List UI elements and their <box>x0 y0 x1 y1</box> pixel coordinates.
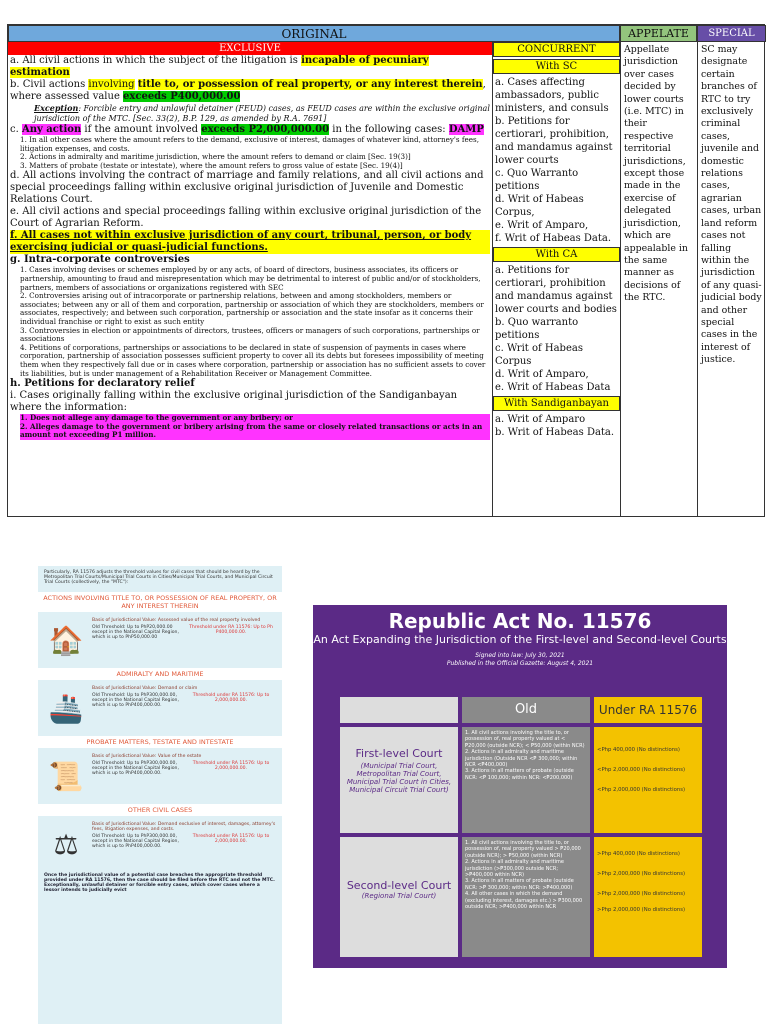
special-column: SC may designate certain branches of RTC to try exclusively criminal cases, juvenile and domestic relations cases, agrarian cases, urban land reform cases not falling within the jurisdiction of any quasi-judicial body and other special cases in the interest of justice. <box>697 42 766 516</box>
exception-label: Exception <box>34 103 79 113</box>
item-c1: 1. In all other cases where the amount refers to the demand, exclusive of interest, damages of whatever kind, attorney's fees, litigation expenses, and costs. <box>20 135 480 153</box>
s3-new: Threshold under RA 11576: Up to 2,000,000.00. <box>192 761 270 771</box>
s1-basis: Basis of Jurisdictional Value: Assessed value of the real property involved <box>92 618 261 623</box>
sc-items: a. Cases affecting ambassadors, public ministers, and consuls b. Petitions for certiorari, prohibition, and mandamus against lower courts c. Quo Warranto petitions d. Writ of Habeas Corpus, e. Writ of Amparo, f. Writ of Habeas Data. <box>495 77 613 244</box>
r1-new3: <Php 2,000,000 (No distinctions) <box>597 787 686 793</box>
section-admiralty: ADMIRALTY AND MARITIME <box>38 668 282 680</box>
exception <box>10 103 490 124</box>
jurisdiction-table <box>7 24 765 517</box>
ca-items: a. Petitions for certiorari, prohibition and mandamus against lower courts and bodies b. Quo warranto petitions c. Writ of Habeas Corpus d. Writ of Amparo, e. Writ of Habeas Data <box>495 265 617 393</box>
item-i: i. Cases originally falling within the exclusive original jurisdiction of the Sandiganbayan where the information: <box>10 390 458 414</box>
item-b-hl1: involving <box>88 79 135 90</box>
item-i2: 2. Alleges damage to the government or bribery arising from the same or closely related transactions or acts in an amount not exceeding P1 million. <box>20 423 490 440</box>
item-i1: 1. Does not allege any damage to the government or any bribery; or <box>20 414 490 423</box>
item-h: h. Petitions for declaratory relief <box>10 378 195 390</box>
r2-new2: >Php 2,000,000 (No distinctions) <box>597 871 686 877</box>
item-b-text2: , where assessed value <box>10 79 486 102</box>
first-level-old: 1. All civil actions involving the title to, or possession of, real property valued at < ₱20,000 (outside NCR); < ₱50,000 (within NCR) 2. Actions in all admiralty and maritime jurisdiction (Outside NCR <₱ 300,000; within NCR <₱400,000) 3. Actions in all matters of probate (outside NCR: <₱ 100,000; within NCR: <₱200,000) <box>462 727 590 833</box>
item-b-text: b. Civil actions <box>10 79 89 90</box>
s2-new: Threshold under RA 11576: Up to 2,000,000.00. <box>192 693 270 703</box>
s3-basis: Basis of Jurisdictional Value: Value of the estate <box>92 754 202 759</box>
appelate-column: Appellate jurisdiction over cases decided by lower courts (i.e. MTC) in their respective territorial jurisdictions, except those made in the exercise of delegated jurisdiction, which are appealable in the same manner as decisions of the RTC. <box>620 42 697 516</box>
item-d: d. All actions involving the contract of marriage and family relations, and all civil actions and special proceedings falling within exclusive original jurisdiction of Juvenile and Domestic Relations Court. <box>10 170 484 206</box>
item-c-hl1: Any action <box>21 124 82 135</box>
section-real-property: ACTIONS INVOLVING TITLE TO, OR POSSESSION OF REAL PROPERTY, OR ANY INTEREST THEREIN <box>38 592 282 612</box>
s4-basis: Basis of Jurisdictional Value: Demand exclusive of interest, damages, attorney's fees, litigation expenses, and costs. <box>92 822 276 832</box>
ra-title: Republic Act No. 11576 <box>388 609 652 633</box>
info-footer: Once the jurisdictional value of a potential case breaches the appropriate threshold provided under RA 11576, then the case should be filed before the RTC and not the MTC. Exceptionally, unlawful detainer or forcible entry cases, which cover cases where a lessor intends to judicially evict <box>44 873 275 893</box>
header-appelate: APPELATE <box>620 25 697 42</box>
r2-new4: >Php 2,000,000 (No distinctions) <box>597 907 686 913</box>
first-level-cell <box>340 727 458 833</box>
exception-text: : Forcible entry and unlawful detainer (FEUD) cases, as FEUD cases are within the exclusive original jurisdiction of the MTC. [Sec. 33(2), B.P. 129, as amended by R.A. 7691] <box>34 104 490 123</box>
r1-new1: <Php 400,000 (No distinctions) <box>597 747 680 753</box>
r1-new2: <Php 2,000,000 (No distinctions) <box>597 767 686 773</box>
ship-icon: 🚢 <box>48 691 84 725</box>
s4-old: Old Threshold: Up to PhP300,000.00, except in the National Capital Region, which is up to PhP400,000.00. <box>92 834 179 849</box>
section-other-civil: OTHER CIVIL CASES <box>38 804 282 816</box>
scroll-icon: 📜 <box>48 759 84 793</box>
item-c3: 3. Matters of probate (testate or intestate), where the amount refers to gross value of estate [Sec. 19(4)] <box>20 160 403 170</box>
ra-subtitle: An Act Expanding the Jurisdiction of the First-level and Second-level Courts <box>313 633 727 646</box>
s1-new: Threshold under RA 11576: Up to Ph P400,000.00. <box>189 625 273 635</box>
sb-items: a. Writ of Amparo b. Writ of Habeas Data. <box>495 414 615 438</box>
house-icon: 🏠 <box>48 623 84 657</box>
s4-new: Threshold under RA 11576: Up to 2,000,000.00. <box>192 834 270 844</box>
item-c2: 2. Actions in admiralty and maritime jurisdiction, where the amount refers to demand or claim [Sec. 19(3)] <box>20 152 411 162</box>
ra-panel <box>313 605 727 968</box>
item-g4: 4. Petitions of corporations, partnerships or associations to be declared in state of suspension of payments in cases where corporation, partnership of association possesses sufficient property to cover all its debts but foresees impossibility of meeting them when they respectively fall due or in cases where corporation, partnership or association has no sufficient assets to cover its liabilities, but is under management of a Rehabilitation Receiver or Management Committee. <box>20 342 486 378</box>
item-c-hl2: exceeds P2,000,000.00 <box>201 124 330 135</box>
r2-new3: >Php 2,000,000 (No distinctions) <box>597 891 686 897</box>
second-level-sub: (Regional Trial Court) <box>361 892 437 900</box>
with-ca-header: With CA <box>493 247 620 262</box>
exclusive-header: EXCLUSIVE <box>8 42 492 55</box>
first-level-title: First-level Court <box>355 747 443 760</box>
info-intro: Particularly, RA 11576 adjusts the threshold values for civil cases that should be heard by the Metropolitan Trial Courts/Municipal Trial Courts in Cities/Municipal Trial Courts, and Municipal Circuit Trial Courts (collectively, the "MTC"): <box>44 570 273 585</box>
section-probate: PROBATE MATTERS, TESTATE AND INTESTATE <box>38 736 282 748</box>
item-c-hl3: DAMP <box>448 124 484 135</box>
concurrent-header: CONCURRENT <box>493 42 620 57</box>
item-c-end: in the following cases: <box>329 124 449 135</box>
ra-comparison-grid <box>340 697 702 961</box>
ra-11576-infographic <box>38 566 282 1024</box>
ra-signed: Signed into law: July 30, 2021 <box>475 652 565 659</box>
item-a <box>10 55 490 79</box>
s3-old: Old Threshold: Up to PhP300,000.00, except in the National Capital Region, which is up to PhP400,000.00. <box>92 761 179 776</box>
item-g2: 2. Controversies arising out of intracorporate or partnership relations, between and among stockholders, members or associates; between any or all of them and corporation, partnership or association of which they are stockholders, members or associates, respectively; and between such corporation, partnership or association and the state insofar as it concerns their individual franchise or right to exist as such entity <box>20 291 484 326</box>
ra-new-header: Under RA 11576 <box>594 697 702 723</box>
with-sandiganbayan-header: With Sandiganbayan <box>493 396 620 411</box>
ra-published: Published in the Official Gazette: August 4, 2021 <box>446 660 594 667</box>
r2-new1: >Php 400,000 (No distinctions) <box>597 851 680 857</box>
item-g: g. Intra-corporate controversies <box>10 254 190 266</box>
item-e: e. All civil actions and special proceedings falling within exclusive original jurisdiction of the Court of Agrarian Reform. <box>10 206 482 230</box>
second-level-new <box>594 837 702 957</box>
item-b-hl2: title to, or possession of real property, or any interest therein <box>137 79 483 90</box>
s2-basis: Basis of Jurisdictional Value: Demand or claim <box>92 686 198 691</box>
item-g3: 3. Controversies in election or appointments of directors, trustees, officers or managers of such corporations, partnerships or associations <box>20 325 480 344</box>
item-a-text: a. All civil actions in which the subject of the litigation is <box>10 55 302 66</box>
item-f: f. All cases not within exclusive jurisdiction of any court, tribunal, person, or body exercising judicial or quasi-judicial functions. <box>10 230 490 254</box>
s1-old: Old Threshold: Up to PhP20,000.00 except in the National Capital Region, which is up to PhP50,000.00 <box>92 625 179 640</box>
second-level-cell <box>340 837 458 957</box>
ra-old-header: Old <box>462 697 590 723</box>
item-c-mid: if the amount involved <box>81 124 202 135</box>
second-level-old: 1. All civil actions involving the title to, or possession of, real property valued > ₱20,000 (outside NCR); > ₱50,000 (within NCR) 2. Actions in all admiralty and maritime jurisdiction (>₱300,000 outside NCR; >₱400,000 within NCR) 3. Actions in all matters of probate (outside NCR: >₱ 300,000; within NCR: >₱400,000) 4. All other cases in which the demand (excluding interest, damages etc.) > ₱300,000 outside NCR; >₱400,000 within NCR <box>462 837 590 957</box>
exclusive-column <box>8 42 492 516</box>
header-special: SPECIAL <box>697 25 766 42</box>
item-b <box>10 79 490 103</box>
concurrent-column <box>492 42 620 516</box>
item-b-hl3: exceeds P400,000.00 <box>123 91 241 102</box>
item-c-pre: c. <box>10 124 22 135</box>
ra-blank-header <box>340 697 458 723</box>
s2-old: Old Threshold: Up to PhP300,000.00, except in the National Capital Region, which is up to PhP400,000.00. <box>92 693 179 708</box>
second-level-title: Second-level Court <box>346 879 452 892</box>
item-a-hl: incapable of pecuniary estimation <box>10 55 429 78</box>
scales-icon: ⚖ <box>53 827 79 861</box>
header-original: ORIGINAL <box>8 25 620 42</box>
first-level-sub: (Municipal Trial Court, Metropolitan Trial Court, Municipal Trial Court in Cities, Municipal Circuit Trial Court) <box>346 762 452 794</box>
item-g1: 1. Cases involving devises or schemes employed by or any acts, of board of directors, business associates, its officers or partnership, amounting to fraud and misrepresentation which may be detrimental to interest of public and/or of stockholders, partners, members of associations or organizations registered with SEC <box>20 265 481 292</box>
with-sc-header: With SC <box>493 59 620 74</box>
first-level-new <box>594 727 702 833</box>
